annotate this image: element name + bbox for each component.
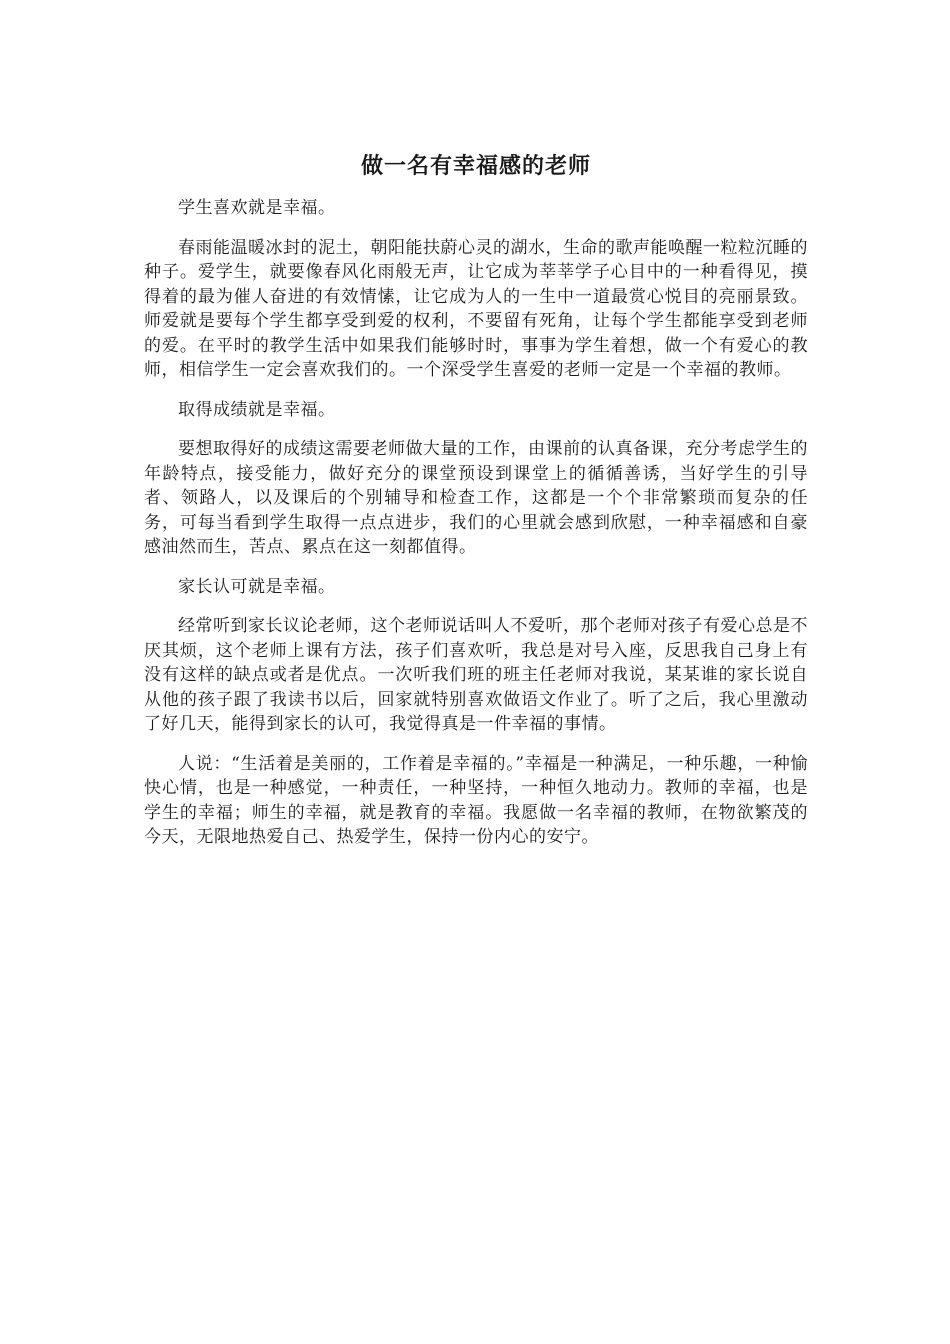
body-paragraph: 要想取得好的成绩这需要老师做大量的工作，由课前的认真备课，充分考虑学生的年龄特点，接受能力，做好充分的课堂预设到课堂上的循循善诱，当好学生的引导者、领路人，以及课后的个别辅导和检查工作，这都是一个个非常繁琐而复杂的任务，可每当看到学生取得一点点进步，我们的心里就会感到欣慰，一种幸福感和自豪感油然而生，苦点、累点在这一刻都值得。 [144, 439, 808, 557]
document-page [144, 150, 808, 865]
document-title: 做一名有幸福感的老师 [360, 154, 591, 179]
section-heading-achievement: 取得成绩就是幸福。 [178, 399, 336, 420]
section-heading-parent-recognition: 家长认可就是幸福。 [178, 576, 336, 597]
section-heading-student-love: 学生喜欢就是幸福。 [178, 198, 336, 218]
closing-paragraph: 人说：“生活着是美丽的，工作着是幸福的。”幸福是一种满足，一种乐趣，一种愉快心情，也是一种感觉，一种责任，一种坚持，一种恒久地动力。教师的幸福，也是学生的幸福；师生的幸福，就是教育的幸福。我愿做一名幸福的教师，在物欲繁茂的今天，无限地热爱自己、热爱学生，保持一份内心的安宁。 [144, 753, 808, 847]
body-paragraph: 经常听到家长议论老师，这个老师说话叫人不爱听，那个老师对孩子有爱心总是不厌其烦，这个老师上课有方法，孩子们喜欢听，我总是对号入座，反思我自己身上有没有这样的缺点或者是优点。一次听我们班的班主任老师对我说，某某谁的家长说自从他的孩子跟了我读书以后，回家就特别喜欢做语文作业了。听了之后，我心里激动了好几天，能得到家长的认可，我觉得真是一件幸福的事情。 [144, 616, 808, 734]
body-paragraph: 春雨能温暖冰封的泥土，朝阳能扶蔚心灵的湖水，生命的歌声能唤醒一粒粒沉睡的种子。爱学生，就要像春风化雨般无声，让它成为莘莘学子心目中的一种看得见，摸得着的最为催人奋进的有效情愫，让它成为人的一生中一道最赏心悦目的亮丽景致。师爱就是要每个学生都享受到爱的权利，不要留有死角，让每个学生都能享受到老师的爱。在平时的教学生活中如果我们能够时时，事事为学生着想，做一个有爱心的教师，相信学生一定会喜欢我们的。一个深受学生喜爱的老师一定是一个幸福的教师。 [144, 237, 808, 380]
